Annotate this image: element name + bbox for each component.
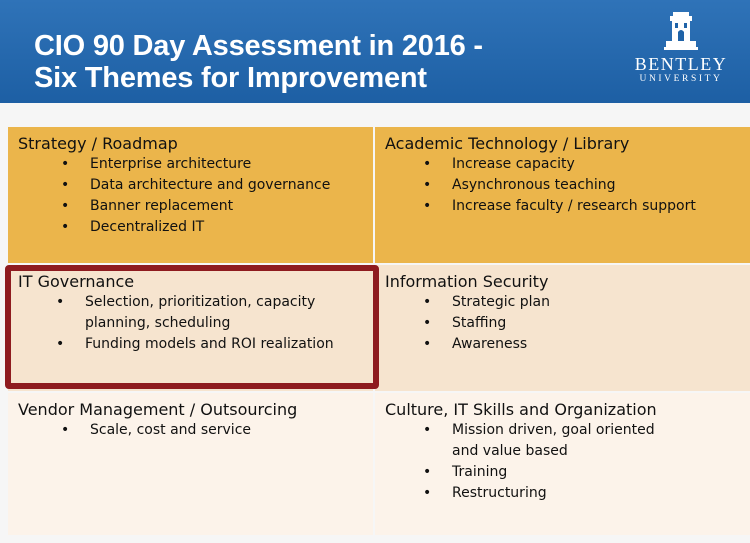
theme-items bbox=[385, 292, 750, 355]
slide-title bbox=[34, 30, 483, 94]
theme-item: • Data architecture and governance bbox=[90, 175, 373, 196]
theme-item: • Decentralized IT bbox=[90, 217, 373, 238]
theme-cell-it-governance bbox=[8, 265, 373, 391]
theme-item: • Awareness bbox=[452, 334, 750, 355]
theme-title: Academic Technology / Library bbox=[385, 134, 630, 153]
theme-item: • Strategic plan bbox=[452, 292, 750, 313]
theme-cell-strategy bbox=[8, 127, 373, 263]
title-banner bbox=[0, 0, 750, 103]
logo-wordmark: BENTLEY bbox=[634, 54, 728, 74]
theme-item: • Selection, prioritization, capacity planning, scheduling bbox=[85, 292, 358, 334]
theme-item: • Enterprise architecture bbox=[90, 154, 373, 175]
theme-item: • Training bbox=[452, 462, 685, 483]
theme-title: Vendor Management / Outsourcing bbox=[18, 400, 298, 419]
theme-item: • Staffing bbox=[452, 313, 750, 334]
theme-items bbox=[18, 292, 358, 355]
theme-cell-vendor-management bbox=[8, 393, 373, 535]
logo-subtitle: UNIVERSITY bbox=[639, 74, 723, 84]
theme-cell-culture bbox=[375, 393, 750, 535]
theme-item: • Restructuring bbox=[452, 483, 685, 504]
theme-title: Strategy / Roadmap bbox=[18, 134, 178, 153]
slide-title-line-1: CIO 90 Day Assessment in 2016 - bbox=[34, 30, 483, 62]
theme-title: Information Security bbox=[385, 272, 549, 291]
theme-item: • Increase capacity bbox=[452, 154, 750, 175]
slide-title-line-2: Six Themes for Improvement bbox=[34, 62, 427, 94]
bentley-university-logo bbox=[626, 10, 736, 90]
tower-icon bbox=[660, 10, 702, 52]
theme-item: • Mission driven, goal oriented and value based bbox=[452, 420, 685, 462]
theme-title: IT Governance bbox=[18, 272, 135, 291]
theme-item: • Increase faculty / research support bbox=[452, 196, 750, 217]
theme-items bbox=[18, 154, 373, 238]
theme-cell-information-security bbox=[375, 265, 750, 391]
theme-item: • Funding models and ROI realization bbox=[85, 334, 358, 355]
theme-cell-academic-technology bbox=[375, 127, 750, 263]
theme-title: Culture, IT Skills and Organization bbox=[385, 400, 657, 419]
theme-items bbox=[385, 154, 750, 217]
theme-item: • Scale, cost and service bbox=[90, 420, 373, 441]
themes-grid bbox=[8, 127, 750, 535]
theme-item: • Banner replacement bbox=[90, 196, 373, 217]
theme-items bbox=[385, 420, 685, 504]
theme-items bbox=[18, 420, 373, 441]
theme-item: • Asynchronous teaching bbox=[452, 175, 750, 196]
